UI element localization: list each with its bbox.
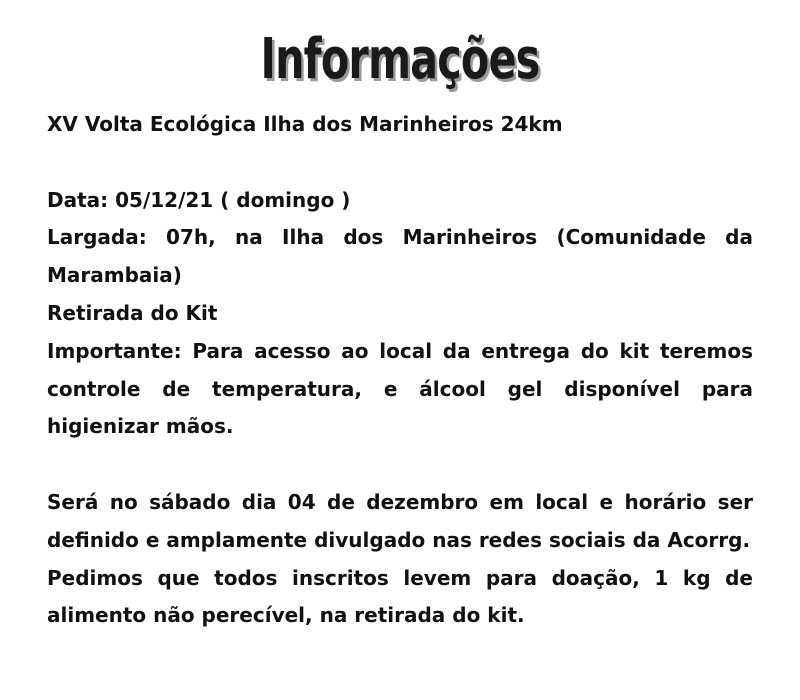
info-document: [47, 18, 753, 635]
important-note: Importante: Para acesso ao local da entrega do kit teremos controle de temperatura, e álcool gel disponível para higienizar mãos.: [47, 338, 753, 439]
info-body: [47, 106, 753, 635]
donation-request: Pedimos que todos inscritos levem para doação, 1 kg de alimento não perecível, na retirada do kit.: [47, 565, 753, 628]
event-date: Data: 05/12/21 ( domingo ): [47, 187, 351, 212]
event-name: XV Volta Ecológica Ilha dos Marinheiros 24km: [47, 112, 563, 136]
kit-heading: Retirada do Kit: [47, 300, 218, 325]
event-start: Largada: 07h, na Ilha dos Marinheiros (Comunidade da Marambaia): [47, 225, 753, 288]
spacer: [47, 144, 753, 182]
spacer: [47, 446, 753, 484]
page-title: Informações: [260, 27, 540, 92]
pickup-info: Será no sábado dia 04 de dezembro em local e horário ser definido e amplamente divulgado nas redes sociais da Acorrg.: [47, 489, 753, 552]
